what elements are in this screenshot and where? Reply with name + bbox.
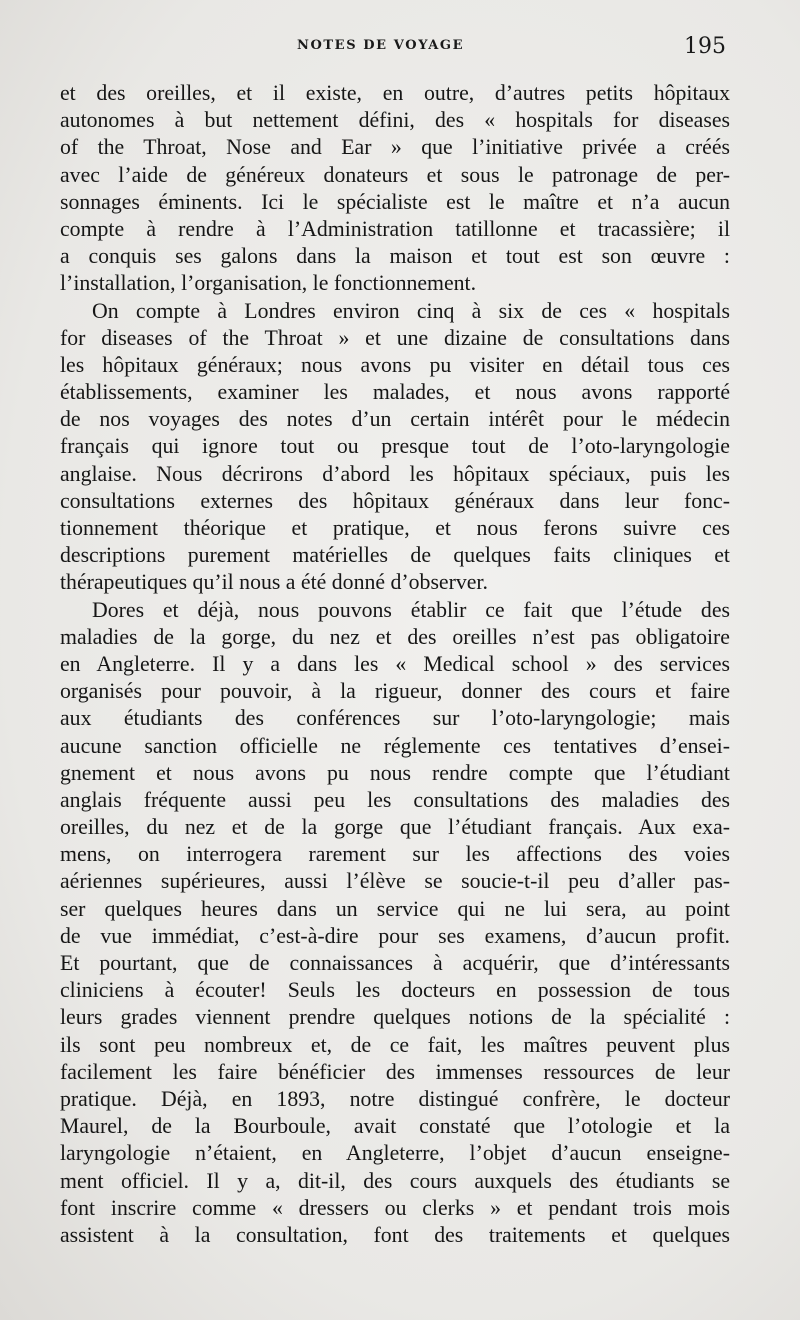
page-header — [60, 36, 728, 62]
text-line: leurs grades viennent prendre quelques notions de la spécialité : — [60, 1005, 730, 1030]
body-text — [60, 80, 730, 1249]
text-line: tionnement théorique et pratique, et nous ferons suivre ces — [60, 516, 730, 540]
text-line: aux étudiants des conférences sur l’oto-laryngologie; mais — [60, 706, 730, 731]
text-line: aucune sanction officielle ne réglemente ces tentatives d’ensei- — [60, 733, 730, 758]
text-line: ser quelques heures dans un service qui ne lui sera, au point — [60, 896, 730, 921]
text-line: Maurel, de la Bourboule, avait constaté que l’otologie et la — [60, 1114, 730, 1139]
text-line: en Angleterre. Il y a dans les « Medical school » des services — [60, 651, 730, 676]
text-line: ment officiel. Il y a, dit-il, des cours auxquels des étudiants se — [60, 1168, 730, 1193]
text-line: français qui ignore tout ou presque tout de l’oto-laryngologie — [60, 434, 730, 459]
page-number: 195 — [684, 34, 726, 59]
running-head: NOTES DE VOYAGE — [297, 38, 465, 53]
text-line: établissements, examiner les malades, et nous avons rapporté — [60, 380, 730, 405]
text-line: thérapeutiques qu’il nous a été donné d’observer. — [60, 570, 488, 595]
text-line: mens, on interrogera rarement sur les affections des voies — [60, 842, 730, 867]
text-line: for diseases of the Throat » et une dizaine de consultations dans — [60, 325, 730, 350]
text-line: organisés pour pouvoir, à la rigueur, donner des cours et faire — [60, 679, 730, 704]
text-line: ils sont peu nombreux et, de ce fait, les maîtres peuvent plus — [60, 1032, 730, 1057]
text-line: a conquis ses galons dans la maison et tout est son œuvre : — [60, 244, 730, 269]
text-line: autonomes à but nettement défini, des « hospitals for diseases — [60, 108, 730, 133]
text-line: facilement les faire bénéficier des immenses ressources de leur — [60, 1059, 730, 1084]
text-line: aériennes supérieures, aussi l’élève se soucie-t-il peu d’aller pas- — [60, 869, 730, 894]
text-line: pratique. Déjà, en 1893, notre distingué confrère, le docteur — [60, 1086, 730, 1111]
text-line: assistent à la consultation, font des traitements et quelques — [60, 1222, 730, 1247]
text-line: avec l’aide de généreux donateurs et sous le patronage de per- — [60, 162, 730, 187]
text-line: les hôpitaux généraux; nous avons pu visiter en détail tous ces — [60, 352, 730, 377]
text-line: anglais fréquente aussi peu les consultations des maladies des — [60, 787, 730, 812]
text-line: compte à rendre à l’Administration tatillonne et tracassière; il — [60, 216, 730, 241]
text-line: Dores et déjà, nous pouvons établir ce fait que l’étude des — [92, 597, 730, 622]
text-line: de nos voyages des notes d’un certain intérêt pour le médecin — [60, 407, 730, 432]
text-line: gnement et nous avons pu nous rendre compte que l’étudiant — [60, 760, 730, 785]
text-line: l’installation, l’organisation, le fonctionnement. — [60, 271, 477, 296]
text-line: Et pourtant, que de connaissances à acquérir, que d’intéressants — [60, 951, 730, 975]
text-line: de vue immédiat, c’est-à-dire pour ses examens, d’aucun profit. — [60, 923, 730, 948]
text-line: font inscrire comme « dressers ou clerks » et pendant trois mois — [60, 1195, 730, 1220]
text-line: sonnages éminents. Ici le spécialiste est le maître et n’a aucun — [60, 189, 730, 214]
text-line: descriptions purement matérielles de quelques faits cliniques et — [60, 543, 730, 568]
text-line: On compte à Londres environ cinq à six de ces « hospitals — [92, 298, 730, 323]
text-line: oreilles, du nez et de la gorge que l’étudiant français. Aux exa- — [60, 815, 730, 840]
text-line: anglaise. Nous décrirons d’abord les hôpitaux spéciaux, puis les — [60, 461, 730, 486]
text-line: laryngologie n’étaient, en Angleterre, l’objet d’aucun enseigne- — [60, 1141, 730, 1166]
text-line: consultations externes des hôpitaux généraux dans leur fonc- — [60, 488, 730, 513]
text-line: maladies de la gorge, du nez et des oreilles n’est pas obligatoire — [60, 624, 730, 649]
text-line: cliniciens à écouter! Seuls les docteurs en possession de tous — [60, 978, 730, 1003]
text-line: of the Throat, Nose and Ear » que l’initiative privée a créés — [60, 135, 730, 160]
text-line: et des oreilles, et il existe, en outre, d’autres petits hôpitaux — [60, 81, 730, 105]
